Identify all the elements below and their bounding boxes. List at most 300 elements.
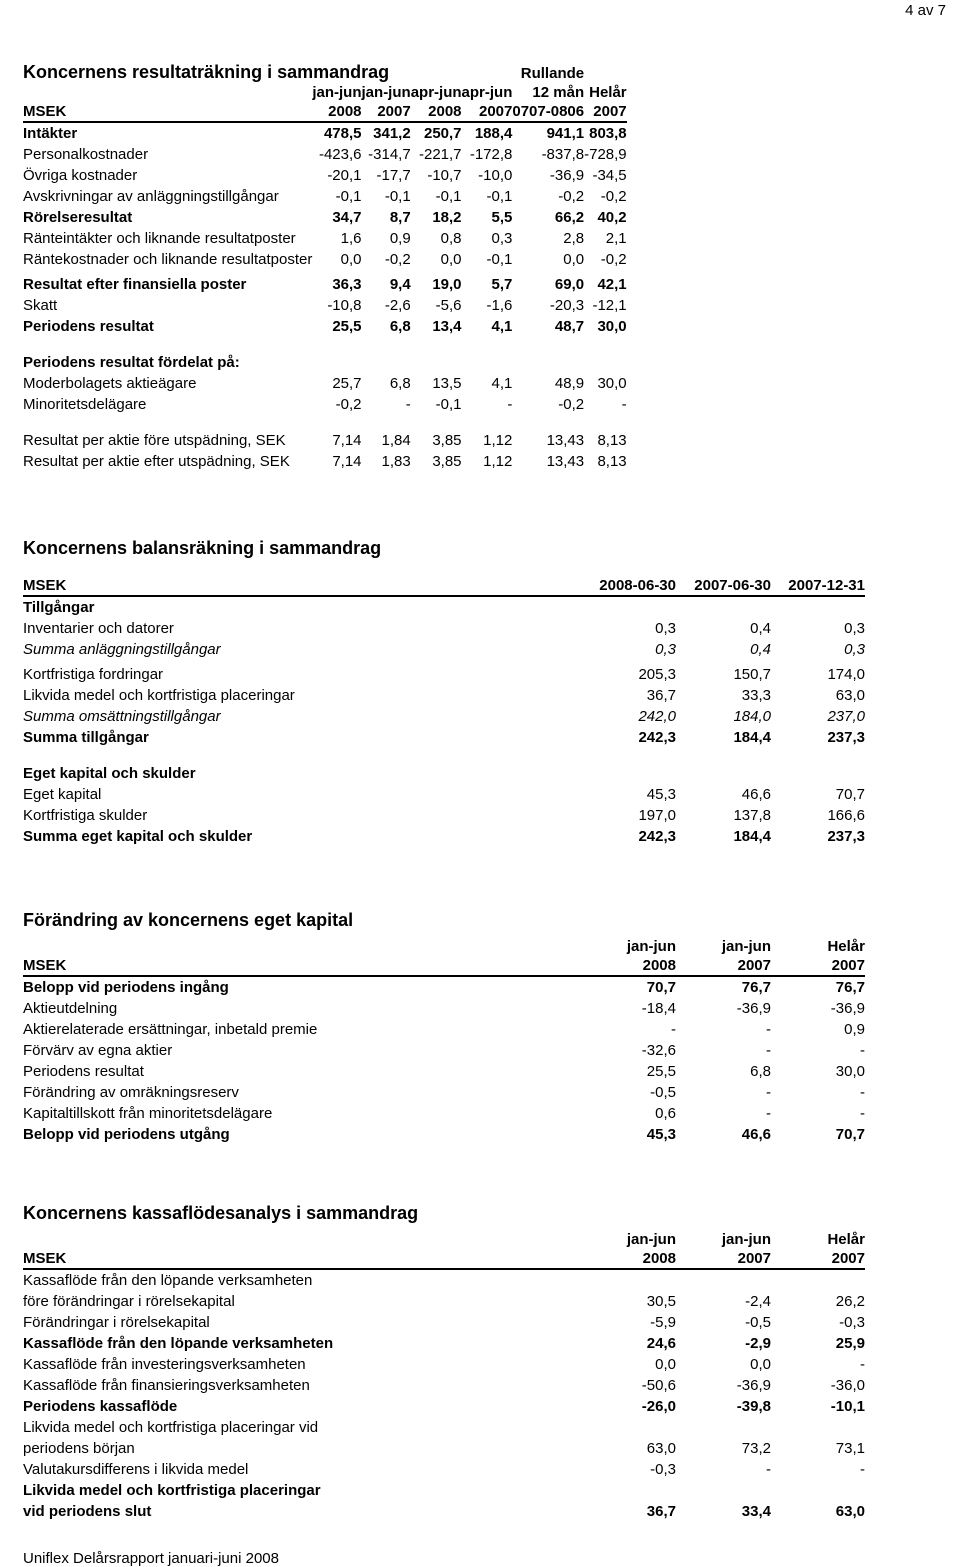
row-value: -0,2 <box>600 251 627 268</box>
row-label: Periodens resultat <box>23 318 154 335</box>
balance-sheet-table <box>23 576 865 847</box>
row-value: - <box>860 1042 865 1059</box>
equity-header-bottom-2: 2007 <box>676 956 771 976</box>
row-label: Förändringar i rörelsekapital <box>23 1314 210 1331</box>
row-value: 242,3 <box>638 729 676 746</box>
row-label: Likvida medel och kortfristiga placeringar vid <box>23 1419 319 1436</box>
row-value: 4,1 <box>491 318 513 335</box>
row-value: -36,9 <box>736 1377 771 1394</box>
income-header-bottom-5: 0707-0806 <box>512 103 585 120</box>
balance-header-1: 2008-06-30 <box>573 576 676 596</box>
row-label: Räntekostnader och liknande resultatposter <box>23 251 313 268</box>
row-value: 0,8 <box>440 230 462 247</box>
row-label: vid periodens slut <box>23 1503 152 1520</box>
row-value: 5,7 <box>491 276 513 293</box>
row-value: - <box>507 396 513 413</box>
row-label: Kassaflöde från den löpande verksamheten <box>23 1335 334 1352</box>
row-value: -20,3 <box>549 297 585 314</box>
row-value: 25,7 <box>332 375 362 392</box>
row-label: Inventarier och datorer <box>23 620 174 637</box>
row-value: -34,5 <box>592 167 627 184</box>
row-value: 0,6 <box>655 1105 676 1122</box>
row-value: 6,8 <box>389 318 411 335</box>
row-value: -0,5 <box>650 1084 676 1101</box>
row-value: 6,8 <box>389 375 411 392</box>
row-value: 0,9 <box>389 230 411 247</box>
table-row <box>23 1103 865 1124</box>
row-value: 197,0 <box>638 807 676 824</box>
row-label: Summa omsättningstillgångar <box>23 708 221 725</box>
row-value: 24,6 <box>646 1335 676 1352</box>
row-value: -36,0 <box>830 1377 865 1394</box>
page-number: 4 av 7 <box>905 2 946 19</box>
table-row <box>23 1459 865 1480</box>
row-value: 2,1 <box>605 230 627 247</box>
income-header-row-top <box>23 64 627 83</box>
row-value: 33,3 <box>741 687 771 704</box>
cashflow-header-top-2: jan-jun <box>721 1231 771 1248</box>
table-row <box>23 394 627 415</box>
row-label: Belopp vid periodens ingång <box>23 979 229 996</box>
row-value: - <box>405 396 411 413</box>
income-header-mid-4: apr-jun <box>461 84 513 101</box>
row-label: Kortfristiga skulder <box>23 807 148 824</box>
equity-section <box>23 910 865 1145</box>
row-value: - <box>860 1105 865 1122</box>
income-statement-table <box>23 64 627 472</box>
row-value: 73,1 <box>835 1440 865 1457</box>
table-row <box>23 186 627 207</box>
cashflow-header-row-top <box>23 1230 865 1249</box>
row-value: 205,3 <box>638 666 676 683</box>
row-value: 26,2 <box>835 1293 865 1310</box>
row-label: Aktieutdelning <box>23 1000 118 1017</box>
cashflow-header-bottom-1: 2008 <box>573 1249 676 1269</box>
row-value: 46,6 <box>741 1126 771 1143</box>
row-value: 184,0 <box>733 708 771 725</box>
row-value: 0,0 <box>655 1356 676 1373</box>
row-value <box>676 1269 771 1291</box>
row-label: Summa eget kapital och skulder <box>23 828 253 845</box>
row-value: -39,8 <box>736 1398 771 1415</box>
row-value: 803,8 <box>589 125 627 142</box>
row-value: 25,5 <box>332 318 362 335</box>
table-row <box>23 337 627 373</box>
row-value: 46,6 <box>741 786 771 803</box>
row-value: 0,9 <box>844 1021 865 1038</box>
table-row <box>23 249 627 270</box>
row-label: Rörelseresultat <box>23 209 133 226</box>
row-value: 36,7 <box>646 1503 676 1520</box>
row-value: -10,8 <box>327 297 362 314</box>
equity-header-row-top <box>23 937 865 956</box>
row-value: 0,0 <box>563 251 585 268</box>
row-value: -0,1 <box>384 188 411 205</box>
table-row <box>23 270 627 295</box>
row-value: 7,14 <box>332 432 362 449</box>
row-value: 242,0 <box>638 708 676 725</box>
income-header-top-1 <box>312 64 361 83</box>
row-value: - <box>860 1461 865 1478</box>
row-value: 19,0 <box>432 276 462 293</box>
row-value: 184,4 <box>733 729 771 746</box>
row-value: -0,2 <box>600 188 627 205</box>
income-header-top-2 <box>362 64 411 83</box>
table-row <box>23 1354 865 1375</box>
table-row <box>23 727 865 748</box>
row-value: 5,5 <box>491 209 513 226</box>
row-value: 30,0 <box>597 375 627 392</box>
row-value: 8,13 <box>597 432 627 449</box>
equity-header-top-2: jan-jun <box>721 938 771 955</box>
row-label: Kortfristiga fordringar <box>23 666 164 683</box>
table-row <box>23 1312 865 1333</box>
row-value: 4,1 <box>491 375 513 392</box>
income-header-mid-5: 12 mån <box>532 84 585 101</box>
row-value: 341,2 <box>373 125 411 142</box>
row-value: - <box>621 396 627 413</box>
row-value: 0,3 <box>844 641 865 658</box>
cashflow-header-top-1: jan-jun <box>626 1231 676 1248</box>
row-value: 73,2 <box>741 1440 771 1457</box>
row-value: 25,9 <box>835 1335 865 1352</box>
row-value: -0,2 <box>335 396 362 413</box>
table-row <box>23 316 627 337</box>
row-value: 7,14 <box>332 453 362 470</box>
row-value: 34,7 <box>332 209 362 226</box>
income-header-mid-2: jan-jun <box>361 84 411 101</box>
table-row <box>23 998 865 1019</box>
row-value <box>676 1480 771 1501</box>
equity-table <box>23 937 865 1145</box>
row-value: 0,4 <box>750 620 771 637</box>
table-row <box>23 1480 865 1501</box>
row-value: -0,5 <box>745 1314 771 1331</box>
row-value: 30,0 <box>597 318 627 335</box>
row-value: -17,7 <box>376 167 411 184</box>
cashflow-table <box>23 1230 865 1522</box>
row-value: 237,3 <box>827 729 865 746</box>
row-value: 40,2 <box>597 209 627 226</box>
balance-header-2: 2007-06-30 <box>676 576 771 596</box>
row-value: -18,4 <box>641 1000 676 1017</box>
row-value: -2,9 <box>745 1335 771 1352</box>
row-value: -0,2 <box>384 251 411 268</box>
row-value <box>771 596 865 618</box>
row-value: -172,8 <box>469 146 513 163</box>
row-value: 9,4 <box>389 276 411 293</box>
row-label: Kassaflöde från finansieringsverksamheten <box>23 1377 310 1394</box>
income-header-row-bottom <box>23 102 627 122</box>
income-header-mid-1: jan-jun <box>312 84 362 101</box>
row-value: 42,1 <box>597 276 627 293</box>
row-value <box>411 337 462 373</box>
row-label: Skatt <box>23 297 58 314</box>
row-value: -837,8 <box>541 146 585 163</box>
equity-header-msek: MSEK <box>23 956 573 976</box>
table-row <box>23 207 627 228</box>
row-value: 0,3 <box>655 641 676 658</box>
table-row <box>23 1291 865 1312</box>
row-value: 69,0 <box>554 276 585 293</box>
row-value <box>573 1480 676 1501</box>
row-value <box>462 337 513 373</box>
row-label: Aktierelaterade ersättningar, inbetald premie <box>23 1021 318 1038</box>
cashflow-title: Koncernens kassaflödesanalys i sammandrag <box>23 1203 419 1223</box>
table-row <box>23 976 865 998</box>
row-value: 36,3 <box>332 276 362 293</box>
row-value: 1,84 <box>381 432 411 449</box>
row-value: 30,5 <box>646 1293 676 1310</box>
income-header-bottom-4: 2007 <box>462 102 513 122</box>
row-label: Periodens resultat fördelat på: <box>23 354 240 371</box>
row-value: -0,2 <box>558 188 585 205</box>
table-row <box>23 685 865 706</box>
row-label: Periodens resultat <box>23 1063 144 1080</box>
row-label: periodens början <box>23 1440 135 1457</box>
row-value: 76,7 <box>835 979 865 996</box>
row-value: -314,7 <box>368 146 411 163</box>
row-value: 2,8 <box>563 230 585 247</box>
row-label: Periodens kassaflöde <box>23 1398 178 1415</box>
row-label: Förändring av omräkningsreserv <box>23 1084 239 1101</box>
equity-header-bottom-3: 2007 <box>771 956 865 976</box>
row-value: 166,6 <box>827 807 865 824</box>
row-value: -10,7 <box>427 167 462 184</box>
row-value: -36,9 <box>830 1000 865 1017</box>
table-row <box>23 228 627 249</box>
row-value: 478,5 <box>323 125 362 142</box>
row-value: -36,9 <box>549 167 585 184</box>
income-header-msek: MSEK <box>23 102 312 122</box>
row-value <box>312 337 361 373</box>
row-value: -12,1 <box>592 297 627 314</box>
row-value: 1,83 <box>381 453 411 470</box>
table-row <box>23 1417 865 1438</box>
row-value: - <box>671 1021 676 1038</box>
row-value: 174,0 <box>827 666 865 683</box>
table-row <box>23 295 627 316</box>
table-row <box>23 1040 865 1061</box>
table-row <box>23 373 627 394</box>
row-label: Resultat per aktie före utspädning, SEK <box>23 432 286 449</box>
row-value: 3,85 <box>432 453 462 470</box>
row-value: 1,6 <box>340 230 362 247</box>
row-value: -0,1 <box>335 188 362 205</box>
row-value: -0,3 <box>839 1314 865 1331</box>
row-value: 237,0 <box>827 708 865 725</box>
row-value: 63,0 <box>835 1503 865 1520</box>
table-row <box>23 1333 865 1354</box>
row-value: -0,1 <box>486 188 513 205</box>
row-value: -0,1 <box>435 188 462 205</box>
row-value: 48,7 <box>554 318 585 335</box>
row-value: -10,1 <box>830 1398 865 1415</box>
cashflow-header-bottom-2: 2007 <box>676 1249 771 1269</box>
row-label: Summa tillgångar <box>23 729 149 746</box>
row-value: 6,8 <box>750 1063 771 1080</box>
row-value <box>676 1417 771 1438</box>
table-row <box>23 660 865 685</box>
table-row <box>23 1438 865 1459</box>
income-header-row-mid <box>23 83 627 102</box>
income-header-top-6 <box>584 64 627 83</box>
row-value: 13,43 <box>546 453 585 470</box>
cashflow-section <box>23 1203 865 1522</box>
table-row <box>23 144 627 165</box>
row-label: före förändringar i rörelsekapital <box>23 1293 235 1310</box>
row-value: -0,2 <box>558 396 585 413</box>
row-value: 941,1 <box>546 125 585 142</box>
row-value <box>771 1269 865 1291</box>
row-value: 36,7 <box>646 687 676 704</box>
row-value: 13,5 <box>432 375 462 392</box>
row-label: Resultat efter finansiella poster <box>23 276 247 293</box>
row-label: Personalkostnader <box>23 146 149 163</box>
row-value: 1,12 <box>483 453 513 470</box>
row-value: 63,0 <box>646 1440 676 1457</box>
row-value <box>584 337 627 373</box>
row-value: -5,9 <box>650 1314 676 1331</box>
row-label: Övriga kostnader <box>23 167 138 184</box>
row-value: - <box>860 1356 865 1373</box>
row-value: -50,6 <box>641 1377 676 1394</box>
row-label: Minoritetsdelägare <box>23 396 147 413</box>
row-value: 8,7 <box>389 209 411 226</box>
row-value: -0,3 <box>650 1461 676 1478</box>
equity-header-top-1: jan-jun <box>626 938 676 955</box>
row-value: 188,4 <box>474 125 513 142</box>
row-label: Likvida medel och kortfristiga placeringar <box>23 1482 321 1499</box>
row-value: -0,1 <box>486 251 513 268</box>
row-value: -5,6 <box>435 297 462 314</box>
row-label: Valutakursdifferens i likvida medel <box>23 1461 249 1478</box>
table-row <box>23 415 627 451</box>
row-value: 45,3 <box>646 786 676 803</box>
row-value: 184,4 <box>733 828 771 845</box>
row-value: - <box>860 1084 865 1101</box>
table-row <box>23 1019 865 1040</box>
balance-sheet-section <box>23 538 865 847</box>
balance-sheet-title: Koncernens balansräkning i sammandrag <box>23 538 382 558</box>
row-value: 25,5 <box>646 1063 676 1080</box>
balance-header-row <box>23 576 865 596</box>
row-value: -10,0 <box>478 167 513 184</box>
row-value: 1,12 <box>483 432 513 449</box>
balance-header-3: 2007-12-31 <box>771 576 865 596</box>
row-value: -728,9 <box>584 146 627 163</box>
income-header-top-5: Rullande <box>520 65 585 82</box>
row-label: Avskrivningar av anläggningstillgångar <box>23 188 279 205</box>
table-row <box>23 1269 865 1291</box>
income-header-mid-6: Helår <box>589 84 627 101</box>
table-row <box>23 1061 865 1082</box>
row-value: 0,3 <box>491 230 513 247</box>
row-value: 0,3 <box>655 620 676 637</box>
row-value: - <box>766 1461 771 1478</box>
row-label: Belopp vid periodens utgång <box>23 1126 230 1143</box>
income-header-top-4 <box>462 64 513 83</box>
row-value: 30,0 <box>835 1063 865 1080</box>
row-label: Förvärv av egna aktier <box>23 1042 173 1059</box>
row-value: -26,0 <box>641 1398 676 1415</box>
table-row <box>23 1396 865 1417</box>
row-value: 76,7 <box>741 979 771 996</box>
table-row <box>23 639 865 660</box>
row-value: -32,6 <box>641 1042 676 1059</box>
table-row <box>23 826 865 847</box>
row-value <box>676 748 771 784</box>
row-value: 250,7 <box>423 125 462 142</box>
table-row <box>23 1375 865 1396</box>
row-value: 18,2 <box>432 209 462 226</box>
row-value: - <box>766 1042 771 1059</box>
cashflow-header-bottom-3: 2007 <box>771 1249 865 1269</box>
row-value: 3,85 <box>432 432 462 449</box>
row-label: Eget kapital <box>23 786 102 803</box>
row-value <box>573 596 676 618</box>
table-row <box>23 805 865 826</box>
row-value: 8,13 <box>597 453 627 470</box>
equity-header-row-bottom <box>23 956 865 976</box>
row-label: Ränteintäkter och liknande resultatposter <box>23 230 296 247</box>
row-value <box>771 748 865 784</box>
table-row <box>23 748 865 784</box>
row-value: -423,6 <box>318 146 362 163</box>
row-value: 0,0 <box>340 251 362 268</box>
row-label: Eget kapital och skulder <box>23 765 196 782</box>
income-header-mid-3: apr-jun <box>410 84 462 101</box>
row-value: 0,0 <box>750 1356 771 1373</box>
equity-header-top-3: Helår <box>827 938 865 955</box>
row-value: - <box>766 1105 771 1122</box>
row-value: -20,1 <box>327 167 362 184</box>
table-row <box>23 122 627 144</box>
row-value <box>362 337 411 373</box>
cashflow-header-top-3: Helår <box>827 1231 865 1248</box>
row-value <box>512 337 584 373</box>
income-header-bottom-2: 2007 <box>362 102 411 122</box>
row-value: 66,2 <box>554 209 585 226</box>
cashflow-header-msek: MSEK <box>23 1249 573 1269</box>
table-row <box>23 451 627 472</box>
row-value: 242,3 <box>638 828 676 845</box>
table-row <box>23 596 865 618</box>
table-row <box>23 1082 865 1103</box>
row-value: 0,3 <box>844 620 865 637</box>
row-value: 45,3 <box>646 1126 676 1143</box>
row-value: 13,43 <box>546 432 585 449</box>
table-row <box>23 1501 865 1522</box>
row-value: 137,8 <box>733 807 771 824</box>
table-row <box>23 706 865 727</box>
row-value: -0,1 <box>435 396 462 413</box>
row-label: Kapitaltillskott från minoritetsdelägare <box>23 1105 273 1122</box>
row-label: Tillgångar <box>23 599 95 616</box>
row-value: 70,7 <box>835 786 865 803</box>
row-value: -1,6 <box>486 297 513 314</box>
row-label: Summa anläggningstillgångar <box>23 641 221 658</box>
income-header-bottom-6: 2007 <box>584 102 627 122</box>
row-value: 33,4 <box>741 1503 771 1520</box>
row-value: -2,4 <box>745 1293 771 1310</box>
row-value: 13,4 <box>432 318 462 335</box>
income-header-top-3 <box>411 64 462 83</box>
row-value <box>573 1269 676 1291</box>
table-row <box>23 784 865 805</box>
table-row <box>23 165 627 186</box>
row-value <box>771 1417 865 1438</box>
